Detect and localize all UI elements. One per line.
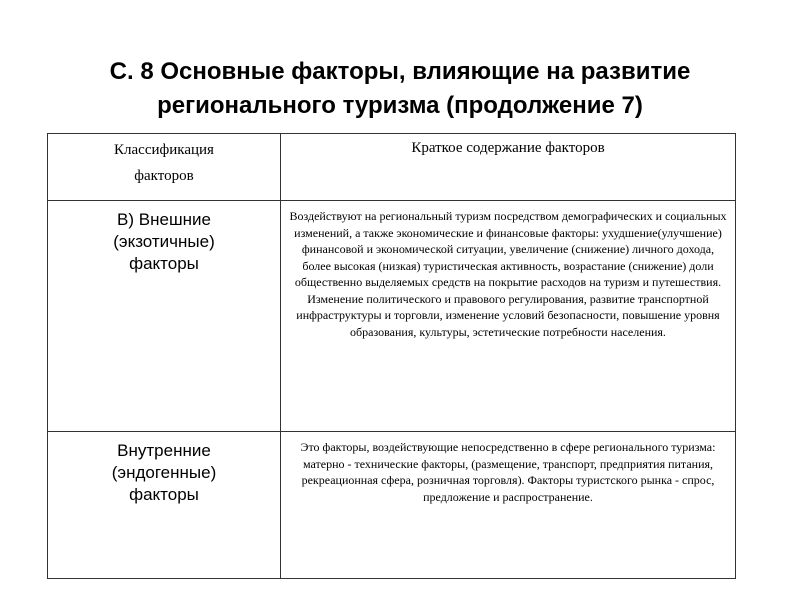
factor-name-line: факторы — [129, 485, 199, 504]
header-classification-line2: факторов — [134, 168, 194, 184]
factor-name-line: (экзотичные) — [113, 232, 215, 251]
factor-name-line: В) Внешние — [117, 210, 211, 229]
factor-name-line: факторы — [129, 254, 199, 273]
factor-name-internal — [48, 432, 281, 579]
header-classification — [48, 134, 281, 201]
header-classification-line1: Классификация — [114, 142, 214, 158]
slide-title-line2: регионального туризма (продолжение 7) — [157, 92, 643, 119]
factor-description-external: Воздействуют на региональный туризм посредством демографических и социальных изменений, а также экономические и финансовые факторы: ухудшение(улучшение) финансовой и экономической ситуации, увеличение (снижение) личного дохода, более высокая (низкая) туристическая активность, возрастание (снижение) доли общественно выделяемых средств на покрытие расходов на туризм и путешествия. Изменение политического и правового регулирования, развитие транспортной инфраструктуры и торговли, изменение условий безопасности, повышение уровня образования, культуры, эстетические потребности населения. — [281, 201, 736, 432]
header-content: Краткое содержание факторов — [281, 134, 736, 201]
table-header-row — [48, 134, 736, 201]
factors-table — [47, 133, 736, 579]
slide-title-line1: С. 8 Основные факторы, влияющие на развитие — [109, 58, 691, 85]
factor-name-line: Внутренние — [117, 441, 211, 460]
table-row — [48, 432, 736, 579]
factor-description-internal: Это факторы, воздействующие непосредственно в сфере регионального туризма: матерно - технические факторы, (размещение, транспорт, предприятия питания, рекреационная сфера, розничная торговля). Факторы туристского рынка - спрос, предложение и распространение. — [281, 432, 736, 579]
factor-name-line: (эндогенные) — [111, 463, 217, 482]
factor-name-external — [48, 201, 281, 432]
slide-title — [0, 55, 800, 123]
table-row — [48, 201, 736, 432]
